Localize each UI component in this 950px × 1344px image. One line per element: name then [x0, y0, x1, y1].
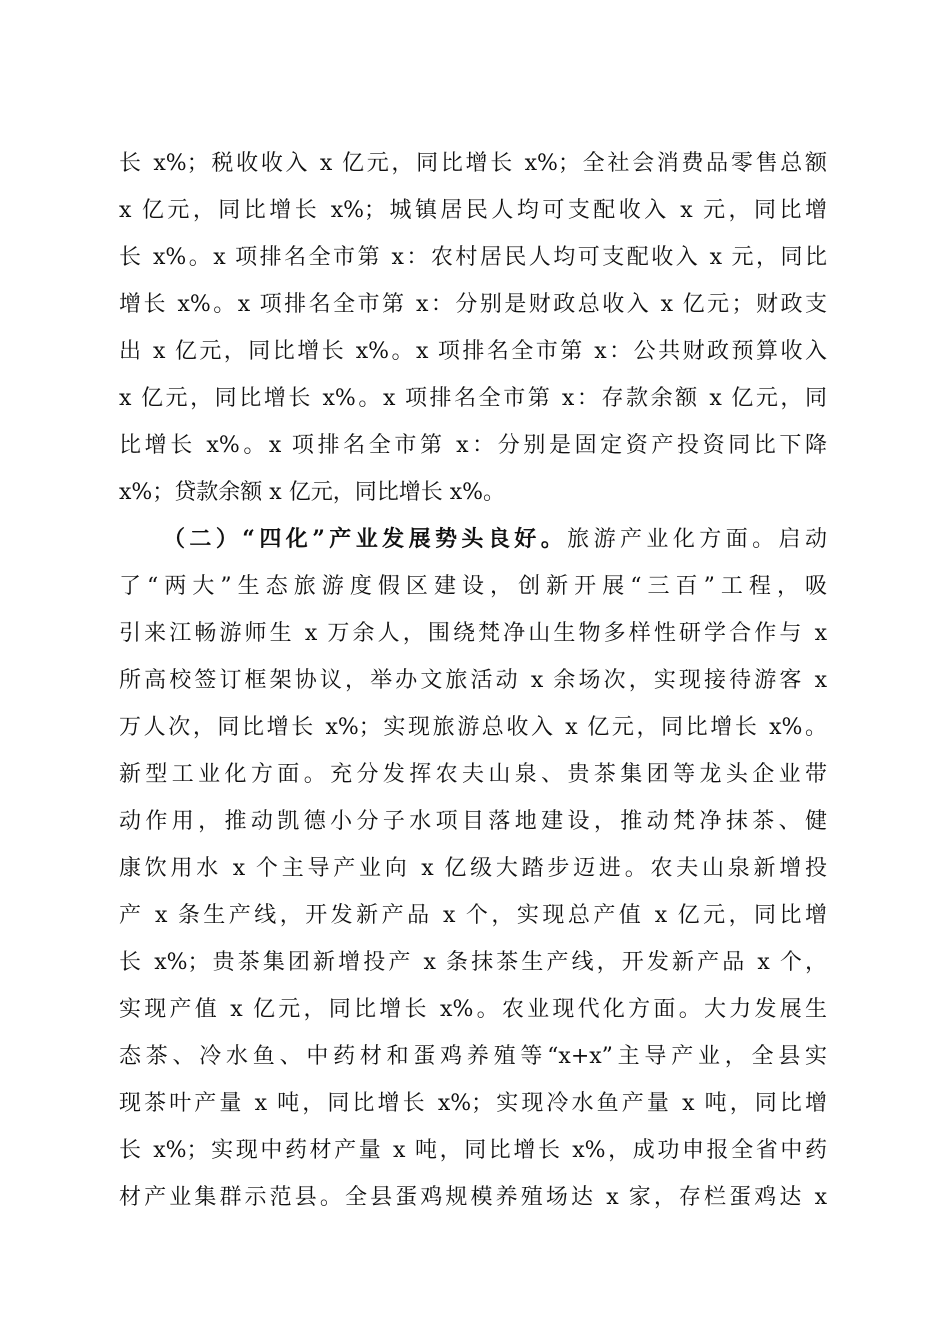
paragraph-line: 动作用，推动凯德小分子水项目落地建设，推动梵净抹茶、健 [119, 809, 827, 834]
paragraph-line: x%；贷款余额 x 亿元，同比增长 x%。 [119, 480, 506, 505]
body-text [119, 140, 827, 1221]
section-heading-line [119, 516, 827, 563]
paragraph-line: 长 x%。x 项排名全市第 x：农村居民人均可支配收入 x 元，同比 [119, 245, 827, 270]
paragraph-line: 产 x 条生产线，开发新产品 x 个，实现总产值 x 亿元，同比增 [119, 903, 827, 928]
paragraph-line: 万人次，同比增长 x%；实现旅游总收入 x 亿元，同比增长 x%。 [119, 715, 827, 740]
paragraph-line: 新型工业化方面。充分发挥农夫山泉、贵茶集团等龙头企业带 [119, 762, 827, 787]
paragraph-line: 态茶、冷水鱼、中药材和蛋鸡养殖等“x+x”主导产业，全县实 [119, 1044, 827, 1069]
paragraph-text: 旅游产业化方面。启动 [567, 527, 827, 552]
paragraph-line: 现茶叶产量 x 吨，同比增长 x%；实现冷水鱼产量 x 吨，同比增 [119, 1091, 827, 1116]
paragraph-line: 引来江畅游师生 x 万余人，围绕梵净山生物多样性研学合作与 x [119, 621, 827, 646]
paragraph-line: 长 x%；贵茶集团新增投产 x 条抹茶生产线，开发新产品 x 个， [119, 950, 827, 975]
paragraph-line: 比增长 x%。x 项排名全市第 x：分别是固定资产投资同比下降 [119, 433, 827, 458]
paragraph-line: 长 x%；税收收入 x 亿元，同比增长 x%；全社会消费品零售总额 [119, 151, 827, 176]
paragraph-line: 增长 x%。x 项排名全市第 x：分别是财政总收入 x 亿元；财政支 [119, 292, 827, 317]
paragraph-line: 康饮用水 x 个主导产业向 x 亿级大踏步迈进。农夫山泉新增投 [119, 856, 827, 881]
paragraph-line: x 亿元，同比增长 x%；城镇居民人均可支配收入 x 元，同比增 [119, 198, 827, 223]
paragraph-line: 出 x 亿元，同比增长 x%。x 项排名全市第 x：公共财政预算收入 [119, 339, 827, 364]
paragraph-line: 材产业集群示范县。全县蛋鸡规模养殖场达 x 家，存栏蛋鸡达 x [119, 1185, 827, 1210]
paragraph-line: 了“两大”生态旅游度假区建设，创新开展“三百”工程，吸 [119, 574, 827, 599]
section-heading: （二）“四化”产业发展势头良好。 [163, 526, 568, 552]
paragraph-line: 所高校签订框架协议，举办文旅活动 x 余场次，实现接待游客 x [119, 668, 827, 693]
paragraph-line: 实现产值 x 亿元，同比增长 x%。农业现代化方面。大力发展生 [119, 997, 827, 1022]
paragraph-line: x 亿元，同比增长 x%。x 项排名全市第 x：存款余额 x 亿元，同 [119, 386, 827, 411]
paragraph-line: 长 x%；实现中药材产量 x 吨，同比增长 x%，成功申报全省中药 [119, 1138, 827, 1163]
